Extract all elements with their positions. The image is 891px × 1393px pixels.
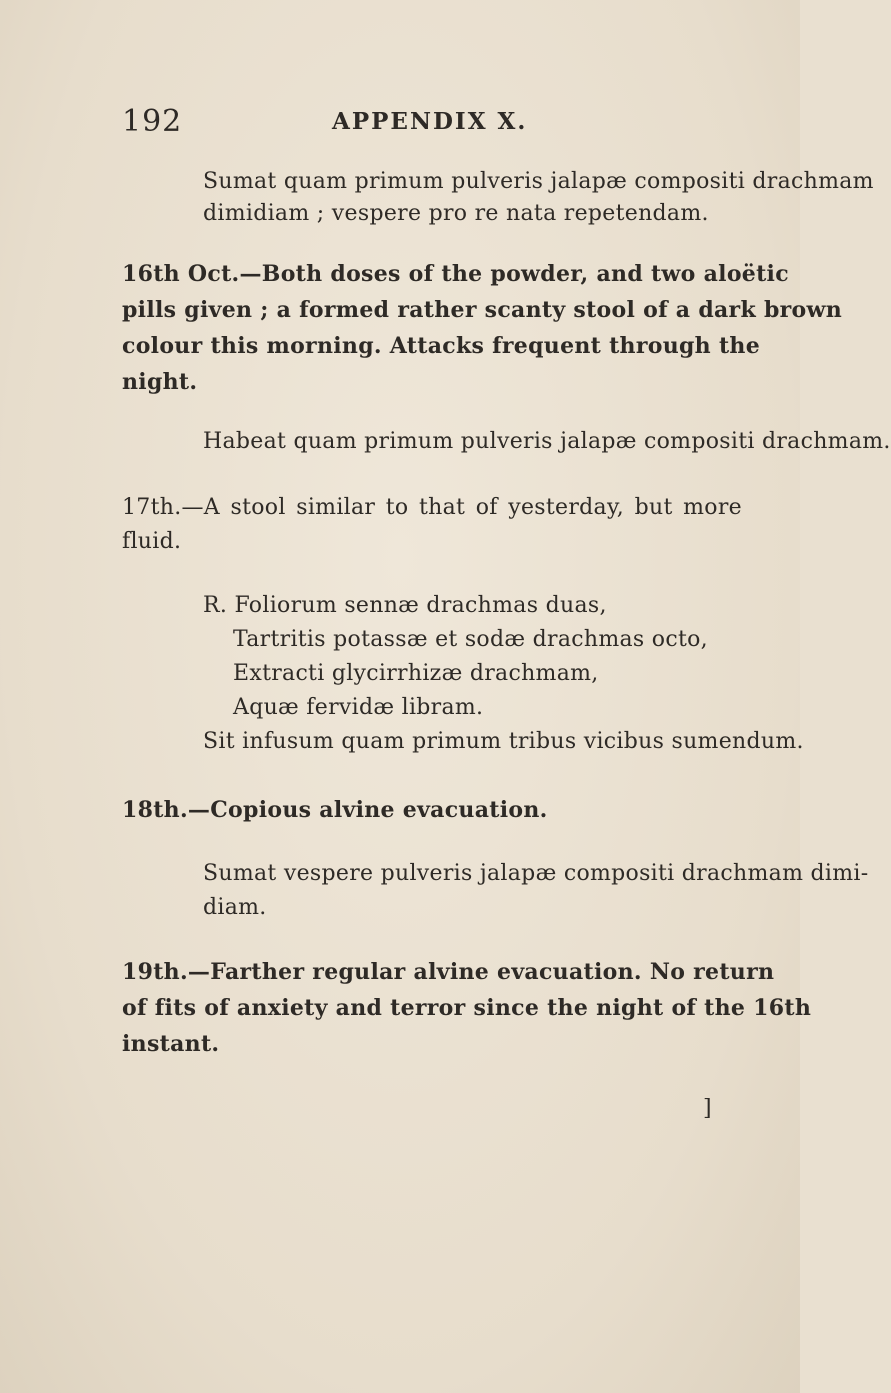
entry-line: 19th.—Farther regular alvine evacuation. No return (122, 959, 775, 985)
latin-line: dimidiam ; vespere pro re nata repetendam. (203, 201, 709, 226)
entry-line: 18th.—Copious alvine evacuation. (122, 797, 548, 823)
latin-line: Sumat vespere pulveris jalapæ compositi drachmam dimi- (203, 861, 869, 886)
recipe-line: Tartritis potassæ et sodæ drachmas octo, (233, 627, 708, 652)
recipe-line: Extracti glycirrhizæ drachmam, (233, 661, 599, 686)
catchword-mark: ] (703, 1096, 712, 1121)
page-number: 192 (122, 104, 183, 139)
entry-line: colour this morning. Attacks frequent through the (122, 333, 760, 359)
entry-line: instant. (122, 1031, 220, 1057)
latin-line: Sumat quam primum pulveris jalapæ compositi drachmam (203, 169, 874, 194)
recipe-line: Sit infusum quam primum tribus vicibus sumendum. (203, 729, 804, 754)
latin-line: Habeat quam primum pulveris jalapæ compositi drachmam. (203, 429, 891, 454)
latin-line: diam. (203, 895, 267, 920)
entry-line: 16th Oct.—Both doses of the powder, and two aloëtic (122, 261, 789, 287)
entry-line: 17th.—A stool similar to that of yesterday, but more (122, 495, 742, 520)
entry-line: pills given ; a formed rather scanty stool of a dark brown (122, 297, 843, 323)
entry-line: fluid. (122, 529, 182, 554)
entry-line: night. (122, 369, 198, 395)
entry-line: of fits of anxiety and terror since the night of the 16th (122, 995, 812, 1021)
recipe-line: R. Foliorum sennæ drachmas duas, (203, 593, 607, 618)
recipe-line: Aquæ fervidæ libram. (233, 695, 484, 720)
running-title: APPENDIX X. (332, 108, 528, 135)
